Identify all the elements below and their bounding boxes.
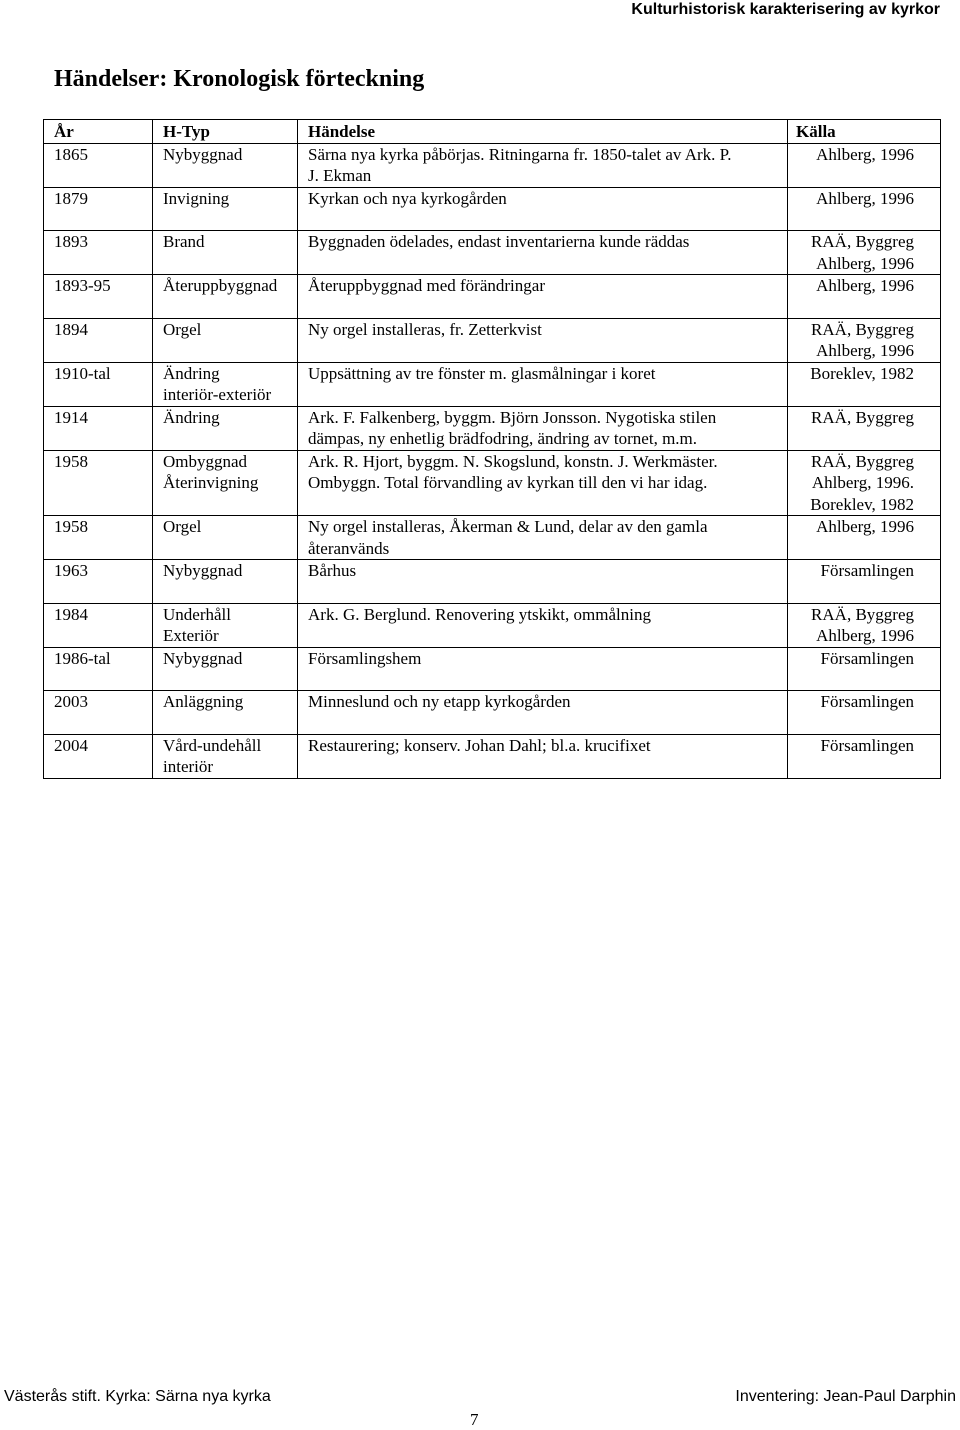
cell-source: RAÄ, Byggreg Ahlberg, 1996 — [788, 603, 941, 647]
table-row — [44, 318, 941, 362]
table-row — [44, 143, 941, 187]
events-table-wrapper — [43, 119, 940, 779]
cell-year: 1958 — [44, 516, 153, 560]
column-header-year: År — [44, 120, 153, 144]
cell-event: Byggnaden ödelades, endast inventarierna kunde räddas — [298, 231, 788, 275]
cell-event: Ny orgel installeras, fr. Zetterkvist — [298, 318, 788, 362]
cell-type: Brand — [153, 231, 298, 275]
cell-type: Orgel — [153, 318, 298, 362]
table-row — [44, 187, 941, 231]
table-row — [44, 691, 941, 735]
cell-type: Ombyggnad Återinvigning — [153, 450, 298, 516]
cell-type: Underhåll Exteriör — [153, 603, 298, 647]
events-table — [43, 119, 941, 779]
column-header-type: H-Typ — [153, 120, 298, 144]
table-row — [44, 516, 941, 560]
page-title: Händelser: Kronologisk förteckning — [54, 66, 425, 92]
cell-event: Ark. R. Hjort, byggm. N. Skogslund, konstn. J. Werkmäster. Ombyggn. Total förvandling av kyrkan till den vi har idag. — [298, 450, 788, 516]
cell-source: RAÄ, Byggreg Ahlberg, 1996 — [788, 318, 941, 362]
cell-event: Ark. F. Falkenberg, byggm. Björn Jonsson. Nygotiska stilen dämpas, ny enhetlig brädfodring, ändring av tornet, m.m. — [298, 406, 788, 450]
cell-type: Anläggning — [153, 691, 298, 735]
cell-event: Bårhus — [298, 560, 788, 604]
cell-source: Församlingen — [788, 734, 941, 778]
table-row — [44, 231, 941, 275]
cell-source: RAÄ, Byggreg — [788, 406, 941, 450]
cell-event: Ny orgel installeras, Åkerman & Lund, delar av den gamla återanvänds — [298, 516, 788, 560]
cell-year: 1984 — [44, 603, 153, 647]
running-header: Kulturhistorisk karakterisering av kyrkor — [631, 1, 940, 18]
column-header-event: Händelse — [298, 120, 788, 144]
cell-event: Kyrkan och nya kyrkogården — [298, 187, 788, 231]
footer-church-info: Västerås stift. Kyrka: Särna nya kyrka — [4, 1388, 271, 1405]
table-row — [44, 362, 941, 406]
cell-source: Församlingen — [788, 560, 941, 604]
cell-event: Restaurering; konserv. Johan Dahl; bl.a. krucifixet — [298, 734, 788, 778]
cell-source: Ahlberg, 1996 — [788, 187, 941, 231]
cell-type: Återuppbyggnad — [153, 275, 298, 319]
cell-year: 1865 — [44, 143, 153, 187]
cell-source: RAÄ, Byggreg Ahlberg, 1996 — [788, 231, 941, 275]
cell-event: Uppsättning av tre fönster m. glasmålningar i koret — [298, 362, 788, 406]
cell-source: Ahlberg, 1996 — [788, 275, 941, 319]
cell-event: Återuppbyggnad med förändringar — [298, 275, 788, 319]
cell-year: 1914 — [44, 406, 153, 450]
cell-source: RAÄ, Byggreg Ahlberg, 1996. Boreklev, 1982 — [788, 450, 941, 516]
cell-type: Nybyggnad — [153, 143, 298, 187]
cell-source: Ahlberg, 1996 — [788, 143, 941, 187]
cell-event: Minneslund och ny etapp kyrkogården — [298, 691, 788, 735]
cell-type: Nybyggnad — [153, 560, 298, 604]
column-header-source: Källa — [788, 120, 941, 144]
table-header-row — [44, 120, 941, 144]
table-row — [44, 647, 941, 691]
cell-type: Ändring interiör-exteriör — [153, 362, 298, 406]
cell-year: 1958 — [44, 450, 153, 516]
cell-type: Nybyggnad — [153, 647, 298, 691]
cell-source: Församlingen — [788, 691, 941, 735]
cell-year: 2003 — [44, 691, 153, 735]
cell-year: 2004 — [44, 734, 153, 778]
table-row — [44, 275, 941, 319]
cell-year: 1893-95 — [44, 275, 153, 319]
cell-year: 1893 — [44, 231, 153, 275]
cell-year: 1986-tal — [44, 647, 153, 691]
table-row — [44, 406, 941, 450]
cell-type: Invigning — [153, 187, 298, 231]
cell-type: Vård-undehåll interiör — [153, 734, 298, 778]
table-row — [44, 734, 941, 778]
cell-source: Boreklev, 1982 — [788, 362, 941, 406]
cell-year: 1879 — [44, 187, 153, 231]
cell-type: Ändring — [153, 406, 298, 450]
cell-event: Särna nya kyrka påbörjas. Ritningarna fr. 1850-talet av Ark. P. J. Ekman — [298, 143, 788, 187]
cell-source: Ahlberg, 1996 — [788, 516, 941, 560]
table-row — [44, 603, 941, 647]
cell-event: Församlingshem — [298, 647, 788, 691]
cell-year: 1894 — [44, 318, 153, 362]
table-row — [44, 560, 941, 604]
cell-year: 1910-tal — [44, 362, 153, 406]
footer-inventory-author: Inventering: Jean-Paul Darphin — [735, 1388, 956, 1405]
cell-year: 1963 — [44, 560, 153, 604]
cell-event: Ark. G. Berglund. Renovering ytskikt, ommålning — [298, 603, 788, 647]
cell-source: Församlingen — [788, 647, 941, 691]
cell-type: Orgel — [153, 516, 298, 560]
page-number: 7 — [470, 1410, 479, 1429]
table-row — [44, 450, 941, 516]
